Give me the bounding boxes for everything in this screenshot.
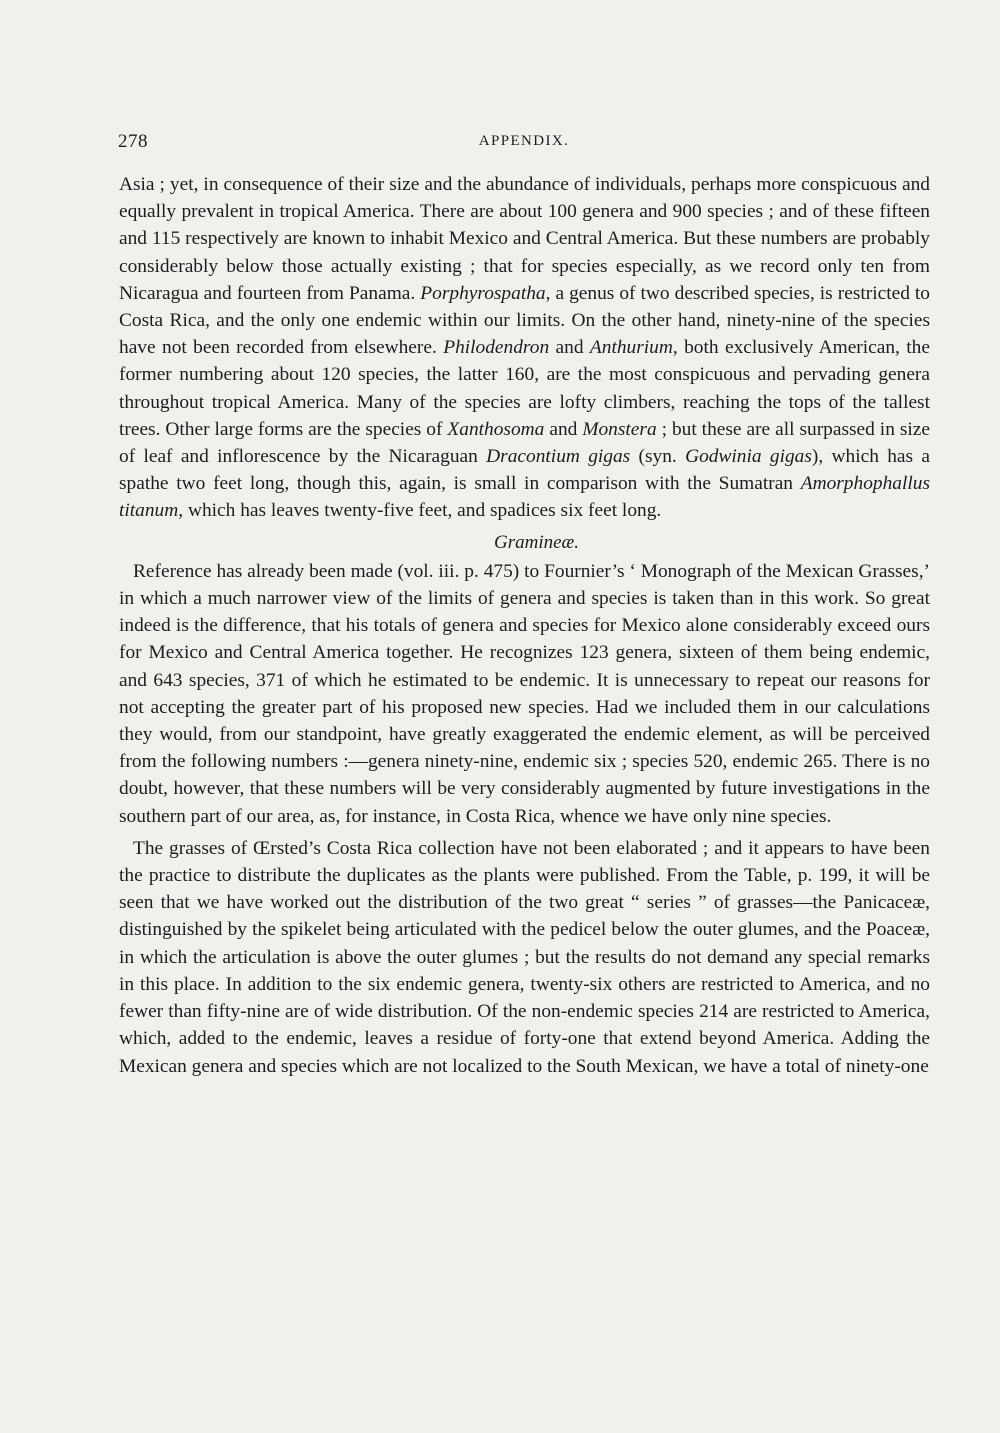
text-run: , which has leaves twenty-five feet, and spadices six feet long. [178,500,662,522]
paragraph-araceae [119,171,930,525]
page-number: 278 [118,131,148,152]
italic-term: Porphyrospatha [420,282,546,304]
italic-term: Godwinia gigas [685,446,812,468]
text-run: , a genus of two described species, is restricted to Costa Rica, and the only one endemic within our limits. On the other hand, ninety-nine of the species have not been recorded from elsewhere. [119,282,930,359]
running-head: APPENDIX. [478,133,570,149]
text-run: , both exclusively American, the former numbering about 120 species, the latter 160, are the most conspicuous and pervading genera throughout tropical America. Many of the species are lofty climbers, reaching the tops of the tallest trees. Other large forms are the species of [119,337,930,440]
italic-term: Dracontium gigas [486,446,631,468]
text-run: (syn. [630,446,686,468]
body-text [119,171,930,1080]
italic-term: Philodendron [443,337,550,359]
text-run: ; but these are all surpassed in size of leaf and inflorescence by the Nicaraguan [119,418,930,468]
text-run: ), which has a spathe two feet long, though this, again, is small in comparison with the Sumatran [119,446,930,495]
text-run: and [544,418,583,440]
text-run: The grasses of Œrsted’s Costa Rica collection have not been elaborated ; and it appears to have been the practice to distribute the duplicates as the plants were published. From the Table, p. 199, it will be seen that we have worked out the distribution of the two great “ series ” of grasses—the Panicaceæ, distinguished by the spikelet being articulated with the pedicel below the outer glumes, and the Poaceæ, in which the articulation is above the outer glumes ; but the results do not demand any special remarks in this place. In addition to the six endemic genera, twenty-six others are restricted to America, and no fewer than fifty-nine are of wide distribution. Of the non-endemic species 214 are restricted to America, which, added to the endemic, leaves a residue of forty-one that extend beyond America. Adding the Mexican genera and species which are not localized to the South Mexican, we have a total of ninety-one [119,837,930,1077]
page-header [118,131,930,157]
text-run: and [549,337,590,359]
italic-term: Anthurium [589,337,673,359]
paragraph-gramineae-2 [119,835,930,1080]
italic-term: Amorphophallus titanum [119,473,930,522]
text-run: Reference has already been made (vol. iii. p. 475) to Fournier’s ‘ Monograph of the Mexican Grasses,’ in which a much narrower view of the limits of genera and species is taken than in this work. So great indeed is the difference, that his totals of genera and species for Mexico alone considerably exceed ours for Mexico and Central America together. He recognizes 123 genera, sixteen of them being endemic, and 643 species, 371 of which he estimated to be endemic. It is unnecessary to repeat our reasons for not accepting the greater part of his proposed new species. Had we included them in our calculations they would, from our standpoint, have greatly exaggerated the endemic element, as will be perceived from the following numbers :—genera ninety-nine, endemic six ; species 520, endemic 265. There is no doubt, however, that these numbers will be very considerably augmented by future investigations in the southern part of our area, as, for instance, in Costa Rica, whence we have only nine species. [119,560,930,827]
text-run: Asia ; yet, in consequence of their size and the abundance of individuals, perhaps more conspicuous and equally prevalent in tropical America. There are about 100 genera and 900 species ; and of these fifteen and 115 respectively are known to inhabit Mexico and Central America. But these numbers are probably considerably below those actually existing ; that for species especially, as we record only ten from Nicaragua and fourteen from Panama. [119,174,930,304]
italic-term: Xanthosoma [447,418,545,440]
section-heading-gramineae: Gramineæ. [494,531,579,553]
italic-term: Monstera [582,418,657,440]
paragraph-gramineae-1 [119,558,930,830]
